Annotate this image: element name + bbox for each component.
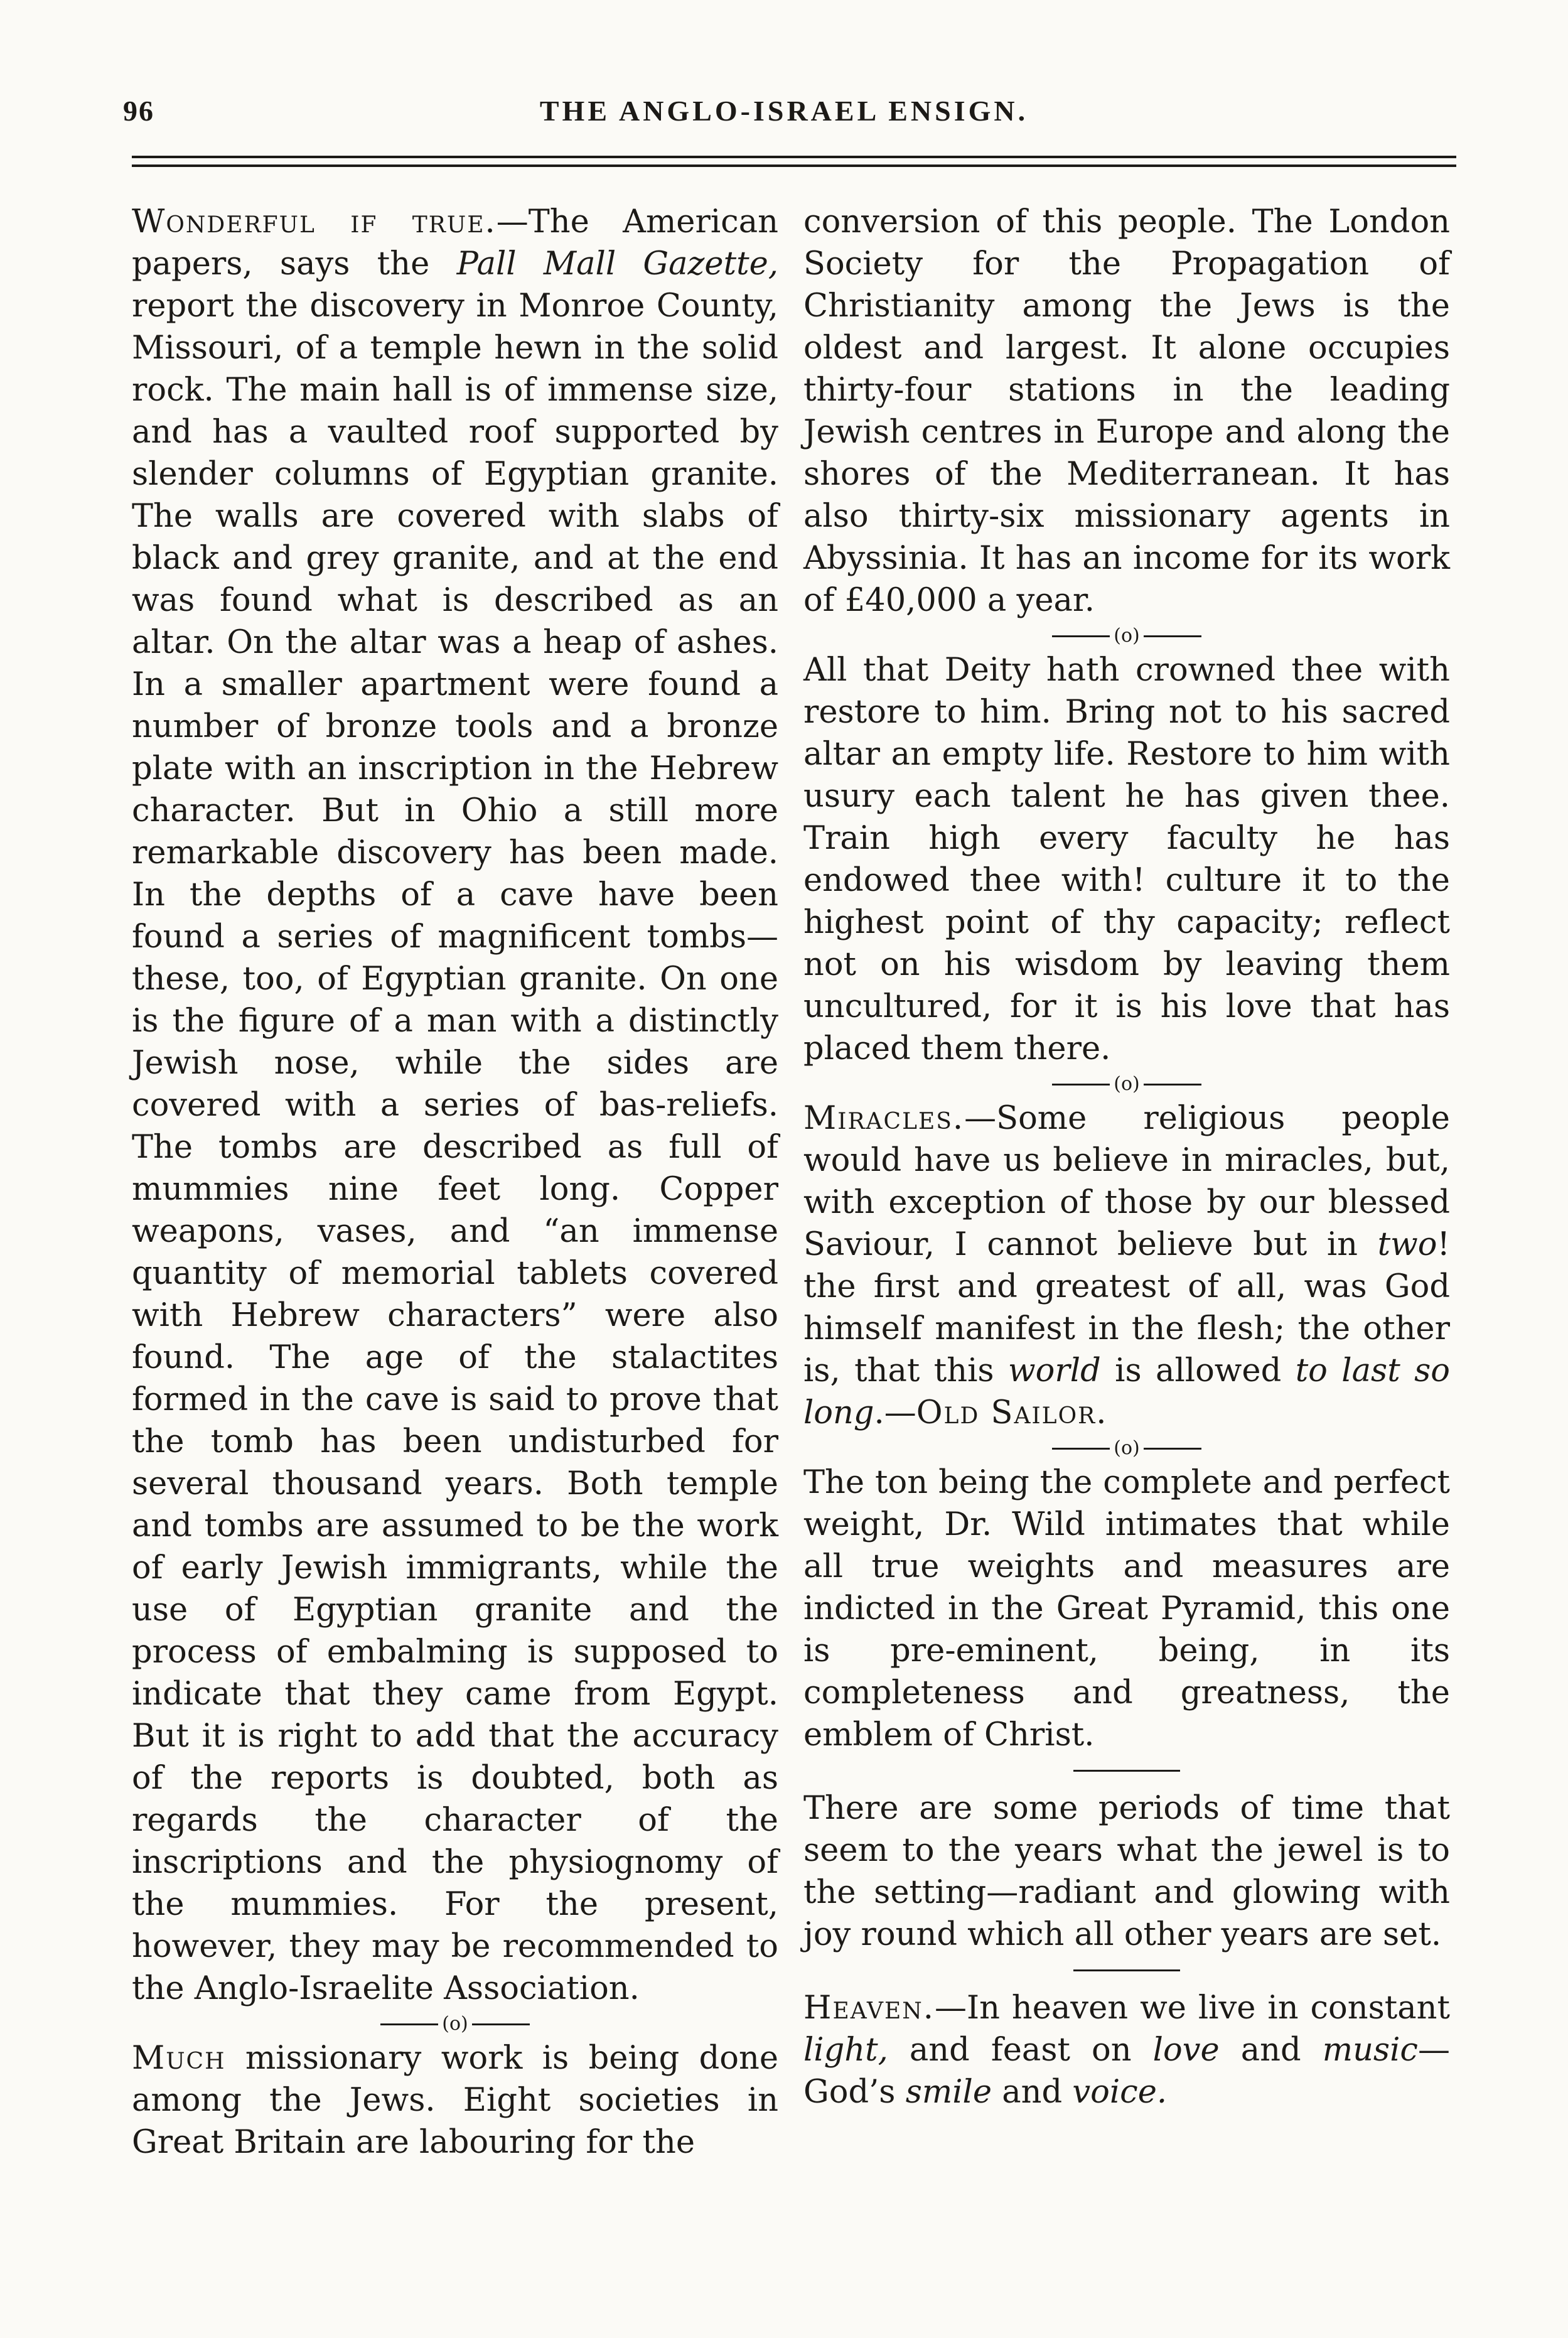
publication-title: Pall Mall Gazette, bbox=[456, 245, 778, 283]
right-column bbox=[803, 201, 1450, 2113]
section-separator: (o) bbox=[803, 1434, 1450, 1462]
article-missionary-work bbox=[132, 2037, 778, 2163]
header-rule bbox=[132, 156, 1456, 158]
emphasis: voice. bbox=[1072, 2074, 1168, 2111]
emphasis: two bbox=[1377, 1226, 1437, 1263]
article-missionary-work-continued: conversion of this people. The London Society for the Propagation of Christianity among the Jews is the oldest and largest. It alone occupies thirty-four stations in the leading Jewish centres in Europe and along the shores of the Mediterranean. It has also thirty-six missionary agents in Abyssinia. It has an income for its work of £40,000 a year. bbox=[803, 203, 1450, 619]
article-text: report the discovery in Monroe County, Missouri, of a temple hewn in the solid rock. The main hall is of immense size, and has a vaulted roof supported by slender columns of Egyptian granite. The walls are covered with slabs of black and grey granite, and at the end was found what is described as an altar. On the altar was a heap of ashes. In a smaller apartment were found a number of bronze tools and a bronze plate with an inscription in the Hebrew character. But in Ohio a still more remarkable discovery has been made. In the depths of a cave have been found a series of magnificent tombs—these, too, of Egyptian granite. On one is the figure of a man with a distinctly Jewish nose, while the sides are covered with a series of bas-reliefs. The tombs are described as full of mummies nine feet long. Copper weapons, vases, and “an immense quantity of memorial tablets covered with Hebrew characters” were also found. The age of the stalactites formed in the cave is said to prove that the tomb has been undisturbed for several thousand years. Both temple and tombs are assumed to be the work of early Jewish immigrants, while the use of Egyptian granite and the process of embalming is supposed to indicate that they came from Egypt. But it is right to add that the accuracy of the reports is doubted, both as regards the character of the inscriptions and the physiognomy of the mummies. For the present, however, they may be recommended to the Anglo-Israelite Association. bbox=[132, 288, 778, 2007]
page-number: 96 bbox=[123, 95, 154, 127]
article-text: is allowed bbox=[1100, 1352, 1296, 1389]
emphasis: music bbox=[1322, 2032, 1418, 2069]
article-text: —The American papers, says the bbox=[132, 203, 778, 283]
article-text: and bbox=[1219, 2032, 1323, 2069]
article-deity: All that Deity hath crowned thee with restore to him. Bring not to his sacred altar an empty life. Restore to him with usury each talent he has given thee. Train high every faculty he has endowed thee with! culture it to the highest point of thy capacity; reflect not on his wisdom by leaving them uncultured, for it is his love that has placed them there. bbox=[803, 652, 1450, 1067]
article-heading: Miracles. bbox=[803, 1100, 965, 1137]
article-text: and bbox=[992, 2074, 1073, 2111]
emphasis: love bbox=[1152, 2032, 1220, 2069]
article-heaven bbox=[803, 1987, 1450, 2113]
article-text: missionary work is being done among the Jews. Eight societies in Great Britain are labouring for the bbox=[132, 2040, 778, 2161]
article-periods-of-time: There are some periods of time that seem to the years what the jewel is to the setting—radiant and glowing with joy round which all other years are set. bbox=[803, 1790, 1450, 1953]
article-text: —In heaven we live in constant bbox=[934, 1990, 1450, 2027]
article-text: —God’s bbox=[803, 2032, 1450, 2111]
header-rule bbox=[132, 164, 1456, 167]
article-heading: Wonderful if true. bbox=[132, 203, 497, 240]
emphasis: light, bbox=[803, 2032, 888, 2069]
short-rule bbox=[803, 1956, 1450, 1987]
article-wonderful-if-true bbox=[132, 201, 778, 2010]
signature: Old Sailor. bbox=[916, 1394, 1108, 1431]
section-separator: (o) bbox=[132, 2010, 778, 2037]
running-title: THE ANGLO-ISRAEL ENSIGN. bbox=[539, 95, 1029, 127]
section-separator: (o) bbox=[803, 622, 1450, 649]
article-text: and feast on bbox=[888, 2032, 1153, 2069]
article-text: ! the first and greatest of all, was God himself manifest in the flesh; the other is, that this bbox=[803, 1226, 1450, 1389]
article-text: —Some religious people would have us believe in miracles, but, with exception of those by our blessed Saviour, I cannot believe but in bbox=[803, 1100, 1450, 1263]
left-column bbox=[132, 201, 778, 2163]
section-separator: (o) bbox=[803, 1070, 1450, 1097]
short-rule bbox=[803, 1756, 1450, 1787]
article-heading: Heaven. bbox=[803, 1990, 935, 2027]
article-text: .— bbox=[874, 1394, 916, 1431]
emphasis: to last so long bbox=[803, 1352, 1450, 1431]
article-miracles bbox=[803, 1097, 1450, 1434]
article-ton-weight: The ton being the complete and perfect weight, Dr. Wild intimates that while all true weights and measures are indicted in the Great Pyramid, this one is pre-eminent, being, in its completeness and greatness, the emblem of Christ. bbox=[803, 1464, 1450, 1754]
emphasis: world bbox=[1008, 1352, 1101, 1389]
article-heading: Much bbox=[132, 2040, 226, 2077]
emphasis: smile bbox=[905, 2074, 992, 2111]
